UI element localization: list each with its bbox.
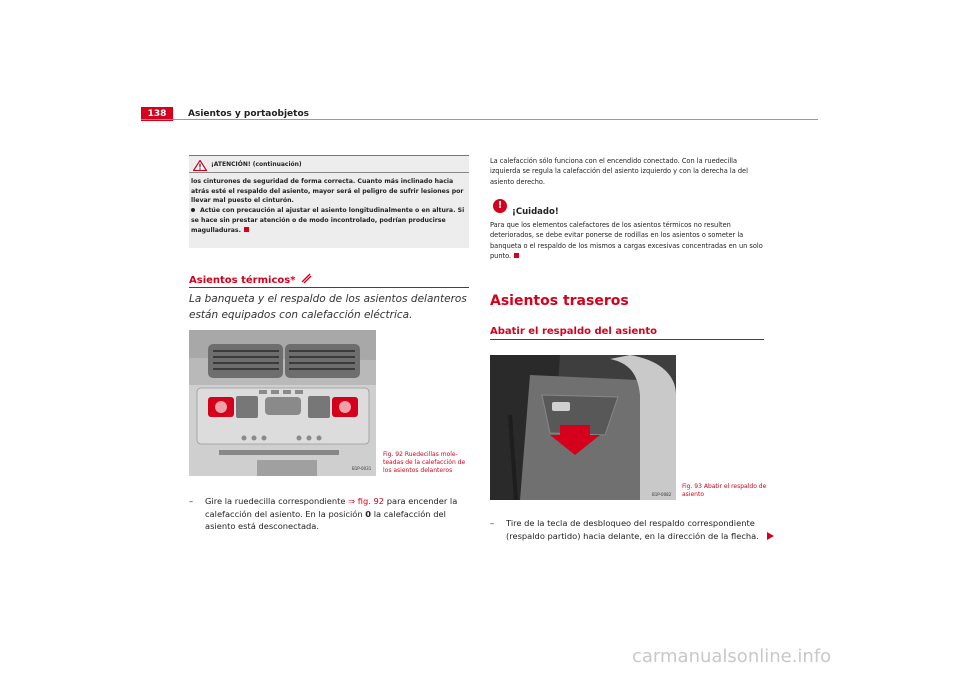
caution-title: ¡Cuidado! — [512, 207, 559, 217]
end-mark-icon — [244, 227, 249, 232]
section-intro: La banqueta y el respaldo de los asientos delanteros están equipados con calefacción eléctrica. — [189, 293, 467, 321]
step-text — [205, 495, 474, 533]
warning-box — [189, 155, 469, 248]
instruction-step — [490, 517, 766, 542]
watermark: carmanualsonline.info — [632, 646, 832, 667]
warning-triangle-icon — [193, 160, 207, 171]
subsection-title: Abatir el respaldo del asiento — [490, 326, 657, 337]
section-title — [189, 273, 312, 288]
figure-code: B1P-0031 — [352, 466, 372, 471]
page-number: 138 — [141, 107, 173, 121]
end-mark-icon — [514, 253, 519, 258]
warning-body — [191, 177, 465, 235]
section-title-text: Asientos térmicos* — [189, 275, 296, 286]
figure-92-caption: Fig. 92 Ruedecillas mole-teadas de la calefacción de los asientos delanteros — [383, 451, 466, 474]
step-text-part: para encender la calefacción del asiento. En la posición — [205, 496, 458, 519]
step-text: Tire de la tecla de desbloqueo del respaldo correspondiente (respaldo partido) hacia delante, en la dirección de la flecha. — [506, 518, 759, 541]
figure-92-seat-heating-knobs — [189, 330, 376, 476]
continue-arrow-icon[interactable] — [767, 532, 774, 540]
warning-bullet-item — [191, 206, 465, 235]
step-text-part: Gire la ruedecilla correspondiente — [205, 496, 346, 506]
figure-code: B1P-0082 — [652, 492, 672, 497]
equipment-icon — [301, 273, 312, 284]
bullet-icon — [191, 208, 195, 212]
step-dash: – — [490, 518, 495, 528]
caution-icon: ! — [493, 199, 507, 213]
step-text-part: la calefacción del asiento está desconectada. — [205, 508, 446, 531]
warning-title: ¡ATENCIÓN! (continuación) — [211, 161, 302, 168]
chapter-title: Asientos traseros — [490, 293, 629, 309]
figure-reference-link[interactable]: ⇒ fig. 92 — [348, 496, 385, 506]
caution-body: Para que los elementos calefactores de los asientos térmicos no resulten deteriorados, se debe evitar ponerse de rodillas en los asientos o someter la banqueta o el respaldo de los mismos a cargas excesivas concentradas en un solo punto. — [490, 221, 763, 260]
warning-title-row — [189, 160, 469, 173]
section-divider — [189, 287, 469, 288]
figure-93-fold-backrest — [490, 355, 676, 500]
warning-paragraph: los cinturones de seguridad de forma correcta. Cuanto más inclinado hacia atrás esté el respaldo del asiento, mayor será el peligro de sufrir lesiones por llevar mal puesto el cinturón. — [191, 178, 464, 205]
subsection-divider — [490, 339, 764, 340]
position-zero: 0 — [365, 508, 372, 519]
instruction-step — [189, 495, 474, 533]
header-divider — [141, 119, 818, 120]
warning-paragraph: Actúe con precaución al ajustar el asiento longitudinalmente o en altura. Si se hace sin prestar atención o de modo incontrolado, podrían producirse magulladuras. — [191, 207, 465, 234]
step-dash: – — [189, 496, 194, 506]
caution-text — [490, 220, 766, 261]
figure-93-caption: Fig. 93 Abatir el respaldo de asiento — [682, 483, 767, 498]
heating-info-paragraph: La calefacción sólo funciona con el encendido conectado. Con la ruedecilla izquierda se regula la calefacción del asiento izquierdo y con la derecha la del asiento derecho. — [490, 157, 748, 186]
running-header: Asientos y portaobjetos — [188, 109, 309, 119]
